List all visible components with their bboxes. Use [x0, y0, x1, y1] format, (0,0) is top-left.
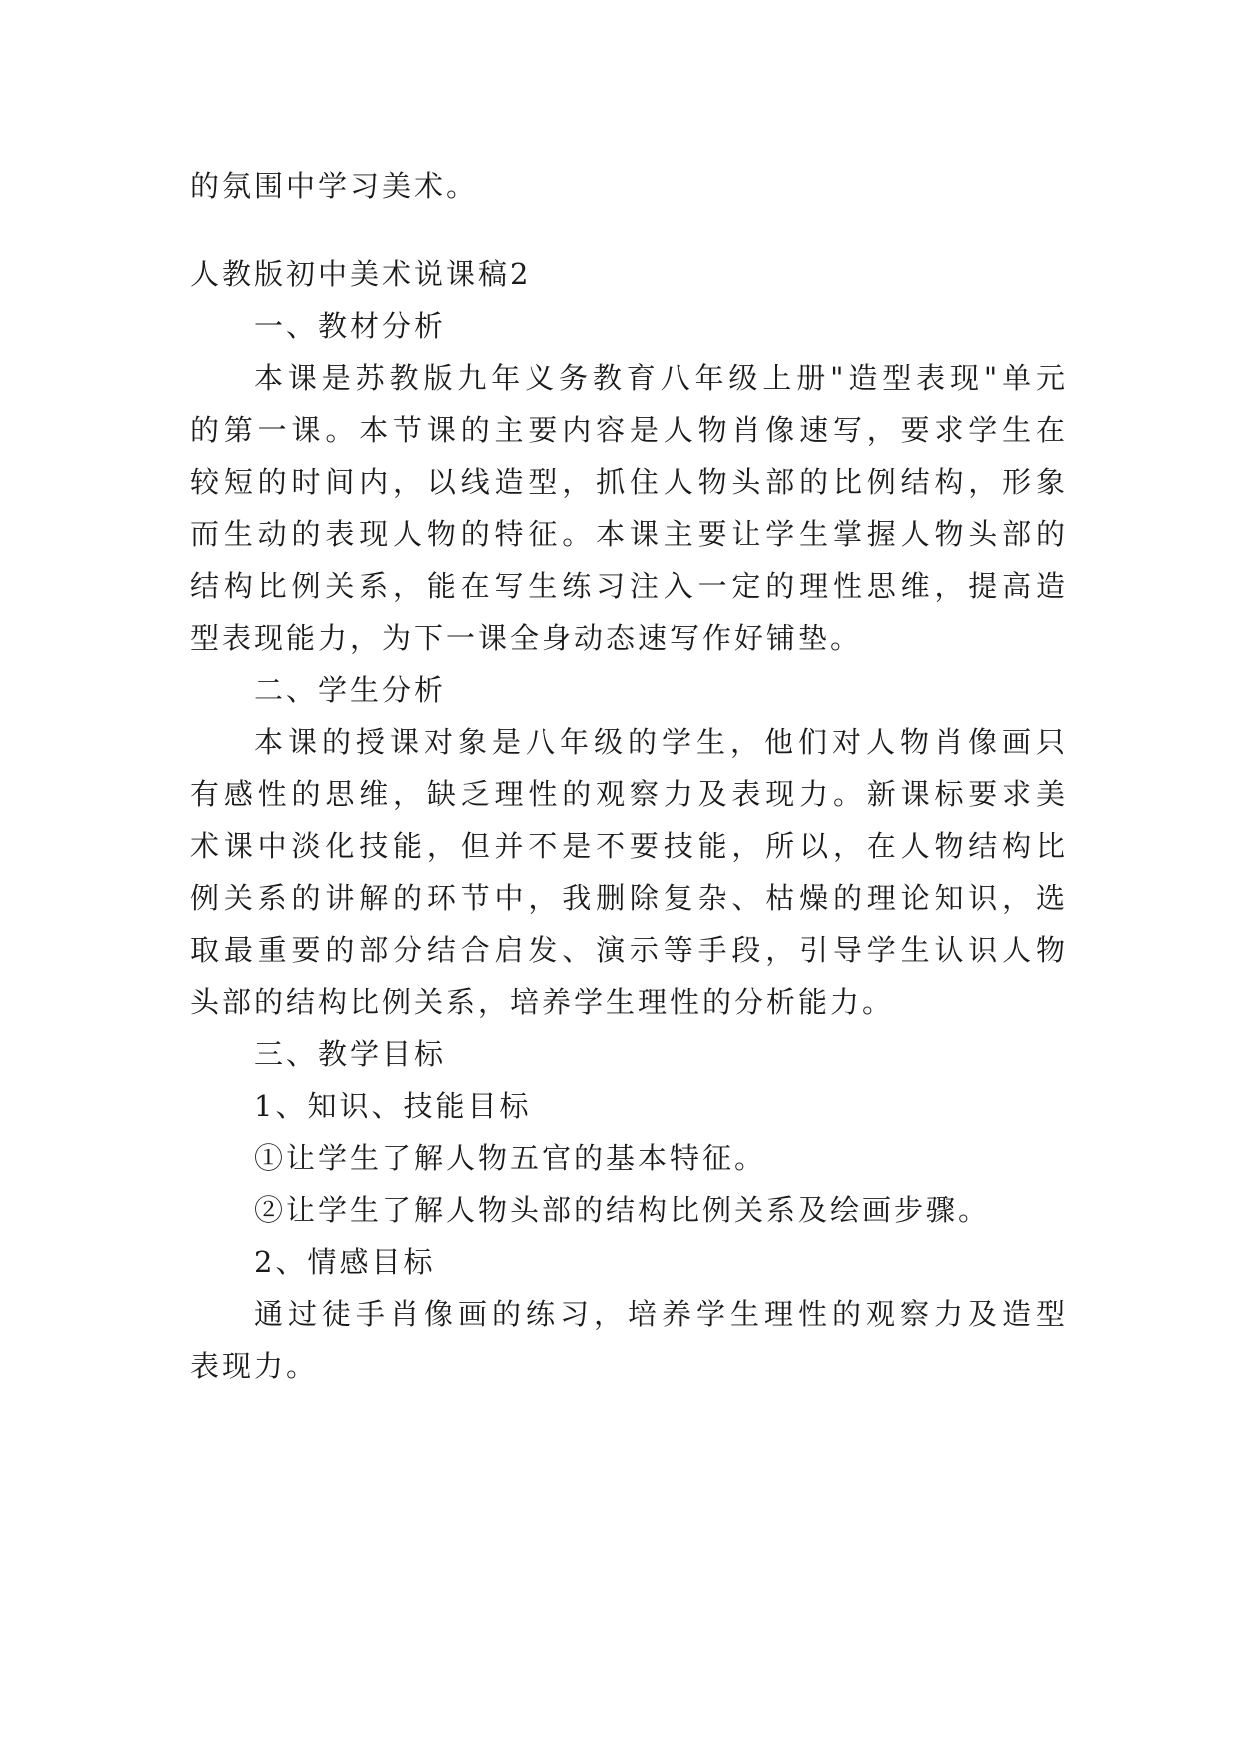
- paragraph-line: 术课中淡化技能，但并不是不要技能，所以，在人物结构比: [190, 829, 1065, 863]
- paragraph-line: 有感性的思维，缺乏理性的观察力及表现力。新课标要求美: [190, 777, 1065, 811]
- heading-student-analysis: 二、学生分析: [254, 673, 447, 707]
- paragraph-line: 结构比例关系，能在写生练习注入一定的理性思维，提高造: [190, 569, 1065, 603]
- paragraph-line: 例关系的讲解的环节中，我删除复杂、枯燥的理论知识，选: [190, 881, 1065, 915]
- list-item: ①让学生了解人物五官的基本特征。: [254, 1141, 767, 1175]
- paragraph-line: 本课的授课对象是八年级的学生，他们对人物肖像画只: [254, 725, 1065, 759]
- paragraph-line: 通过徒手肖像画的练习，培养学生理性的观察力及造型: [254, 1297, 1065, 1331]
- paragraph-line: 较短的时间内，以线造型，抓住人物头部的比例结构，形象: [190, 465, 1065, 499]
- paragraph-line: 头部的结构比例关系，培养学生理性的分析能力。: [190, 985, 895, 1019]
- paragraph-line: 的第一课。本节课的主要内容是人物肖像速写，要求学生在: [190, 413, 1065, 447]
- heading-teaching-goals: 三、教学目标: [254, 1037, 447, 1071]
- list-item: ②让学生了解人物头部的结构比例关系及绘画步骤。: [254, 1193, 991, 1227]
- section-title: 人教版初中美术说课稿2: [190, 257, 532, 291]
- paragraph-line: 取最重要的部分结合启发、演示等手段，引导学生认识人物: [190, 933, 1065, 967]
- paragraph-line: 而生动的表现人物的特征。本课主要让学生掌握人物头部的: [190, 517, 1065, 551]
- paragraph-line: 表现力。: [190, 1349, 319, 1383]
- paragraph-line: 型表现能力，为下一课全身动态速写作好铺垫。: [190, 621, 863, 655]
- heading-textbook-analysis: 一、教材分析: [254, 309, 447, 343]
- subheading-emotional-goals: 2、情感目标: [254, 1245, 436, 1279]
- text-line: 的氛围中学习美术。: [190, 169, 479, 203]
- paragraph-line: 本课是苏教版九年义务教育八年级上册"造型表现"单元: [254, 361, 1065, 395]
- subheading-knowledge-skills: 1、知识、技能目标: [254, 1089, 532, 1123]
